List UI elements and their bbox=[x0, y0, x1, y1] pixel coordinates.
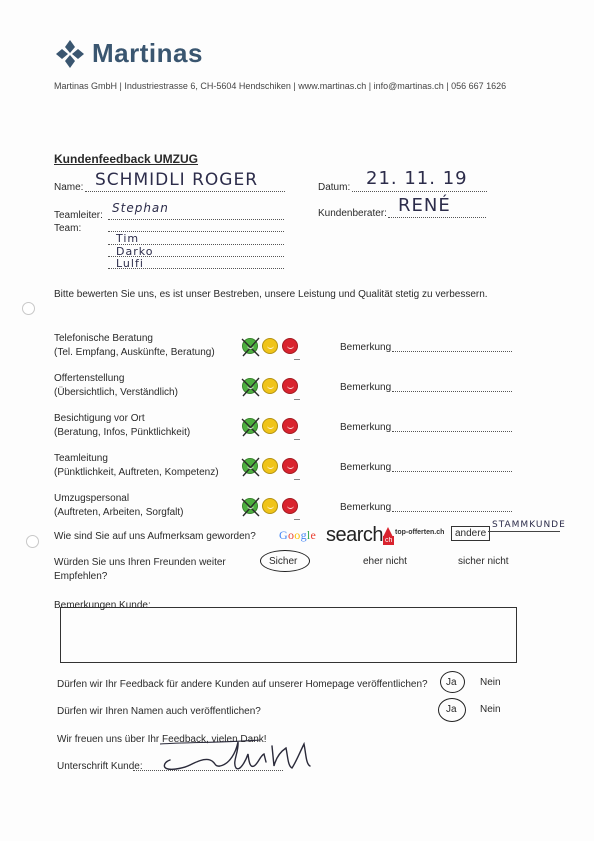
kundenberater-line bbox=[388, 217, 486, 218]
rating-remark-line[interactable] bbox=[392, 391, 512, 392]
andere-value: STAMMKUNDE bbox=[492, 520, 566, 530]
rating-good-icon[interactable] bbox=[242, 458, 258, 474]
publish-feedback-label: Dürfen wir Ihr Feedback für andere Kunden auf unserer Homepage veröffentlichen? bbox=[57, 679, 428, 690]
brand-logo bbox=[54, 38, 203, 69]
name-label: Name: bbox=[54, 182, 84, 193]
recommend-label-1: Würden Sie uns Ihren Freunden weiter bbox=[54, 557, 226, 568]
rating-neutral-icon[interactable] bbox=[262, 418, 278, 434]
rating-good-icon[interactable] bbox=[242, 378, 258, 394]
source-question-label: Wie sind Sie auf uns Aufmerksam geworden? bbox=[54, 531, 256, 542]
name-value: SCHMIDLI ROGER bbox=[95, 170, 259, 190]
punch-hole-top bbox=[22, 302, 35, 315]
rating-detail: (Pünktlichkeit, Auftreten, Kompetenz) bbox=[54, 467, 219, 478]
brand-name: Martinas bbox=[92, 38, 203, 68]
publish-name-label: Dürfen wir Ihren Namen auch veröffentlichen? bbox=[57, 706, 261, 717]
rating-title: Telefonische Beratung bbox=[54, 333, 153, 344]
selection-cross-icon bbox=[240, 496, 262, 518]
topofferten-text: top-offerten.ch bbox=[395, 528, 445, 536]
datum-line bbox=[352, 191, 487, 192]
topofferten-option[interactable] bbox=[383, 527, 444, 537]
rating-smileys bbox=[242, 498, 298, 514]
rating-detail: (Tel. Empfang, Auskünfte, Beratung) bbox=[54, 347, 215, 358]
rating-smileys bbox=[242, 378, 298, 394]
rating-bad-icon[interactable] bbox=[282, 498, 298, 514]
publish-feedback-yes[interactable]: Ja bbox=[446, 677, 457, 688]
rating-remark-label: Bemerkung bbox=[340, 422, 392, 433]
recommend-option-sicher[interactable]: Sicher bbox=[269, 556, 298, 567]
rating-good-icon[interactable] bbox=[242, 338, 258, 354]
teamleiter-line bbox=[108, 219, 284, 220]
rating-tick bbox=[294, 519, 300, 520]
rating-smileys bbox=[242, 418, 298, 434]
topofferten-arrow-icon bbox=[383, 527, 393, 537]
rating-good-icon[interactable] bbox=[242, 418, 258, 434]
rating-smileys bbox=[242, 458, 298, 474]
rating-bad-icon[interactable] bbox=[282, 418, 298, 434]
rating-neutral-icon[interactable] bbox=[262, 458, 278, 474]
rating-remark-label: Bemerkung bbox=[340, 382, 392, 393]
datum-label: Datum: bbox=[318, 182, 351, 193]
rating-remark-label: Bemerkung bbox=[340, 342, 392, 353]
publish-name-no[interactable]: Nein bbox=[480, 704, 501, 715]
rating-title: Offertenstellung bbox=[54, 373, 125, 384]
rating-bad-icon[interactable] bbox=[282, 458, 298, 474]
rating-remark-line[interactable] bbox=[392, 511, 512, 512]
recommend-label-2: Empfehlen? bbox=[54, 571, 108, 582]
team-member-3: Lulfi bbox=[116, 257, 144, 270]
rating-neutral-icon[interactable] bbox=[262, 338, 278, 354]
rating-detail: (Übersichtlich, Verständlich) bbox=[54, 387, 178, 398]
recommend-option-sicher-nicht[interactable]: sicher nicht bbox=[458, 556, 509, 567]
rating-detail: (Auftreten, Arbeiten, Sorgfalt) bbox=[54, 507, 184, 518]
teamleiter-label: Teamleiter: bbox=[54, 210, 103, 221]
publish-feedback-no[interactable]: Nein bbox=[480, 677, 501, 688]
teamleiter-value: Stephan bbox=[112, 201, 169, 215]
rating-bad-icon[interactable] bbox=[282, 378, 298, 394]
rating-remark-line[interactable] bbox=[392, 471, 512, 472]
recommend-option-eher-nicht[interactable]: eher nicht bbox=[363, 556, 407, 567]
search-text: search bbox=[326, 524, 384, 546]
rating-remark-label: Bemerkung bbox=[340, 502, 392, 513]
rating-smileys bbox=[242, 338, 298, 354]
rating-title: Teamleitung bbox=[54, 453, 108, 464]
kundenberater-label: Kundenberater: bbox=[318, 208, 387, 219]
signature-label: Unterschrift Kunde: bbox=[57, 761, 143, 772]
rating-tick bbox=[294, 399, 300, 400]
name-line bbox=[85, 191, 285, 192]
intro-text: Bitte bewerten Sie uns, es ist unser Bestreben, unsere Leistung und Qualität stetig zu verbessern. bbox=[54, 289, 488, 300]
comments-label: Bemerkungen Kunde: bbox=[54, 600, 151, 611]
selection-cross-icon bbox=[240, 416, 262, 438]
martinas-logo-icon bbox=[54, 39, 86, 69]
search-badge: ch bbox=[385, 537, 393, 544]
team-member-2: Darko bbox=[116, 245, 154, 258]
selection-cross-icon bbox=[240, 376, 262, 398]
rating-neutral-icon[interactable] bbox=[262, 498, 278, 514]
kundenberater-value: RENÉ bbox=[398, 195, 451, 216]
rating-neutral-icon[interactable] bbox=[262, 378, 278, 394]
thanks-text: Wir freuen uns über Ihr Feedback, vielen Dank! bbox=[57, 734, 267, 745]
team-member-1: Tim bbox=[116, 232, 140, 245]
customer-signature[interactable] bbox=[160, 732, 320, 774]
google-option[interactable]: Google bbox=[279, 528, 317, 542]
selection-cross-icon bbox=[240, 456, 262, 478]
datum-value: 21. 11. 19 bbox=[366, 168, 468, 189]
punch-hole-bottom bbox=[26, 535, 39, 548]
rating-tick bbox=[294, 479, 300, 480]
andere-underline bbox=[488, 531, 560, 532]
form-title: Kundenfeedback UMZUG bbox=[54, 152, 199, 166]
rating-remark-label: Bemerkung bbox=[340, 462, 392, 473]
andere-option[interactable]: andere bbox=[451, 526, 490, 541]
rating-detail: (Beratung, Infos, Pünktlichkeit) bbox=[54, 427, 191, 438]
rating-tick bbox=[294, 359, 300, 360]
publish-name-yes[interactable]: Ja bbox=[446, 704, 457, 715]
contact-line: Martinas GmbH | Industriestrasse 6, CH-5604 Hendschiken | www.martinas.ch | info@martinas.ch | 056 667 1626 bbox=[54, 81, 507, 91]
selection-cross-icon bbox=[240, 336, 262, 358]
rating-good-icon[interactable] bbox=[242, 498, 258, 514]
team-label: Team: bbox=[54, 223, 82, 234]
rating-remark-line[interactable] bbox=[392, 431, 512, 432]
rating-title: Umzugspersonal bbox=[54, 493, 130, 504]
rating-tick bbox=[294, 439, 300, 440]
rating-title: Besichtigung vor Ort bbox=[54, 413, 145, 424]
comments-box[interactable] bbox=[60, 607, 517, 663]
rating-remark-line[interactable] bbox=[392, 351, 512, 352]
rating-bad-icon[interactable] bbox=[282, 338, 298, 354]
